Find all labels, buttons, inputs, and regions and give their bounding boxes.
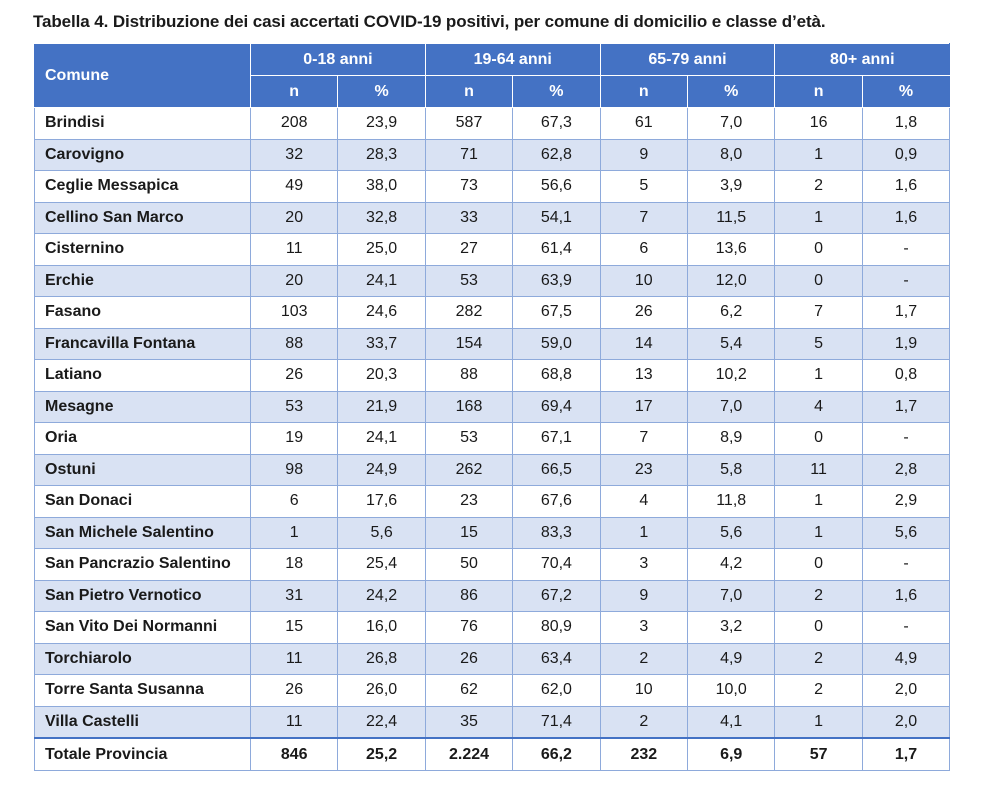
cell-count: 11 (251, 643, 338, 675)
cell-count: 88 (251, 328, 338, 360)
header-sub-n: n (600, 76, 687, 108)
table-caption: Tabella 4. Distribuzione dei casi accertati COVID-19 positivi, per comune di domicilio e classe d’età. (33, 12, 826, 31)
cell-percent: 1,7 (862, 391, 949, 423)
table-row (35, 643, 950, 675)
cell-count: 57 (775, 738, 862, 771)
cell-percent: 2,0 (862, 706, 949, 738)
cell-percent: 25,0 (338, 234, 425, 266)
cell-percent: - (862, 423, 949, 455)
table-row (35, 580, 950, 612)
cell-percent: 11,8 (687, 486, 774, 518)
cell-percent: 4,2 (687, 549, 774, 581)
cell-percent: - (862, 549, 949, 581)
cell-percent: 83,3 (513, 517, 600, 549)
cell-count: 11 (251, 706, 338, 738)
table-row (35, 423, 950, 455)
cell-count: 17 (600, 391, 687, 423)
cell-count: 282 (425, 297, 512, 329)
cell-count: 35 (425, 706, 512, 738)
cell-percent: 11,5 (687, 202, 774, 234)
cell-count: 88 (425, 360, 512, 392)
cell-percent: 10,2 (687, 360, 774, 392)
cell-percent: 3,9 (687, 171, 774, 203)
header-group-0-18: 0-18 anni (251, 44, 426, 76)
cell-count: 73 (425, 171, 512, 203)
table-row (35, 234, 950, 266)
cell-count: 11 (251, 234, 338, 266)
comune-name: Torre Santa Susanna (35, 675, 251, 707)
cell-count: 49 (251, 171, 338, 203)
cell-count: 1 (775, 360, 862, 392)
table-header (35, 44, 950, 108)
cell-percent: 23,9 (338, 108, 425, 140)
cell-percent: 38,0 (338, 171, 425, 203)
cell-percent: 5,8 (687, 454, 774, 486)
cell-percent: 67,1 (513, 423, 600, 455)
cell-percent: 1,6 (862, 202, 949, 234)
cell-count: 26 (600, 297, 687, 329)
cell-count: 232 (600, 738, 687, 771)
table-row (35, 675, 950, 707)
cell-percent: 1,9 (862, 328, 949, 360)
table-row (35, 612, 950, 644)
cell-percent: 8,9 (687, 423, 774, 455)
cell-count: 62 (425, 675, 512, 707)
header-sub-pct: % (513, 76, 600, 108)
cell-count: 23 (425, 486, 512, 518)
cell-percent: 7,0 (687, 580, 774, 612)
cell-percent: 62,8 (513, 139, 600, 171)
cell-count: 31 (251, 580, 338, 612)
cell-count: 53 (425, 265, 512, 297)
cell-percent: 67,5 (513, 297, 600, 329)
cell-count: 1 (600, 517, 687, 549)
cell-count: 0 (775, 234, 862, 266)
cell-percent: 59,0 (513, 328, 600, 360)
cell-percent: 67,3 (513, 108, 600, 140)
cell-count: 0 (775, 265, 862, 297)
cell-count: 0 (775, 549, 862, 581)
table-row (35, 517, 950, 549)
cell-percent: 63,9 (513, 265, 600, 297)
cell-count: 2 (775, 675, 862, 707)
cell-count: 4 (600, 486, 687, 518)
cell-count: 27 (425, 234, 512, 266)
comune-name: Ostuni (35, 454, 251, 486)
cell-count: 5 (775, 328, 862, 360)
header-sub-pct: % (687, 76, 774, 108)
cell-percent: 63,4 (513, 643, 600, 675)
table-row (35, 549, 950, 581)
cell-percent: 20,3 (338, 360, 425, 392)
cell-count: 6 (600, 234, 687, 266)
table-row (35, 328, 950, 360)
table-body (35, 108, 950, 771)
cell-percent: 26,0 (338, 675, 425, 707)
cell-percent: 69,4 (513, 391, 600, 423)
comune-name: Francavilla Fontana (35, 328, 251, 360)
cell-percent: 17,6 (338, 486, 425, 518)
comune-name: Ceglie Messapica (35, 171, 251, 203)
comune-name: Cisternino (35, 234, 251, 266)
comune-name: San Pancrazio Salentino (35, 549, 251, 581)
cell-count: 2 (775, 171, 862, 203)
cell-percent: 22,4 (338, 706, 425, 738)
table-row (35, 454, 950, 486)
header-sub-n: n (251, 76, 338, 108)
cell-count: 2 (600, 706, 687, 738)
cell-count: 103 (251, 297, 338, 329)
cell-count: 18 (251, 549, 338, 581)
cell-percent: 1,7 (862, 738, 949, 771)
cell-percent: 56,6 (513, 171, 600, 203)
cell-percent: 7,0 (687, 391, 774, 423)
comune-name: San Vito Dei Normanni (35, 612, 251, 644)
cell-percent: 10,0 (687, 675, 774, 707)
table-row (35, 297, 950, 329)
cell-percent: 0,9 (862, 139, 949, 171)
comune-name: Cellino San Marco (35, 202, 251, 234)
cell-count: 1 (775, 139, 862, 171)
cell-percent: 25,4 (338, 549, 425, 581)
cell-count: 0 (775, 612, 862, 644)
cell-count: 1 (251, 517, 338, 549)
cell-count: 3 (600, 612, 687, 644)
cell-percent: 61,4 (513, 234, 600, 266)
comune-name: San Donaci (35, 486, 251, 518)
cell-count: 15 (251, 612, 338, 644)
cell-percent: 0,8 (862, 360, 949, 392)
cell-percent: 1,7 (862, 297, 949, 329)
cell-count: 53 (425, 423, 512, 455)
comune-name: Erchie (35, 265, 251, 297)
cell-percent: 2,0 (862, 675, 949, 707)
table-row (35, 706, 950, 738)
cell-percent: 24,2 (338, 580, 425, 612)
cell-count: 10 (600, 265, 687, 297)
cell-percent: 32,8 (338, 202, 425, 234)
cell-percent: 3,2 (687, 612, 774, 644)
cell-count: 16 (775, 108, 862, 140)
comune-name: Totale Provincia (35, 738, 251, 771)
cell-count: 7 (775, 297, 862, 329)
header-group-19-64: 19-64 anni (425, 44, 600, 76)
comune-name: Oria (35, 423, 251, 455)
cell-count: 71 (425, 139, 512, 171)
comune-name: Latiano (35, 360, 251, 392)
cell-count: 2 (775, 643, 862, 675)
cell-count: 76 (425, 612, 512, 644)
comune-name: Villa Castelli (35, 706, 251, 738)
total-row (35, 738, 950, 771)
cell-count: 15 (425, 517, 512, 549)
cell-count: 9 (600, 580, 687, 612)
cell-percent: 5,4 (687, 328, 774, 360)
cell-count: 50 (425, 549, 512, 581)
cell-percent: 67,6 (513, 486, 600, 518)
cell-percent: 25,2 (338, 738, 425, 771)
header-sub-n: n (775, 76, 862, 108)
cell-count: 61 (600, 108, 687, 140)
cell-count: 1 (775, 202, 862, 234)
cell-percent: 66,5 (513, 454, 600, 486)
cell-count: 587 (425, 108, 512, 140)
cell-count: 7 (600, 423, 687, 455)
cell-percent: 1,8 (862, 108, 949, 140)
table-row (35, 391, 950, 423)
cell-percent: 80,9 (513, 612, 600, 644)
cell-count: 26 (425, 643, 512, 675)
cell-count: 208 (251, 108, 338, 140)
table-row (35, 360, 950, 392)
cell-percent: - (862, 265, 949, 297)
cell-percent: 70,4 (513, 549, 600, 581)
covid-cases-table (34, 43, 950, 771)
cell-count: 98 (251, 454, 338, 486)
comune-name: San Pietro Vernotico (35, 580, 251, 612)
cell-percent: 28,3 (338, 139, 425, 171)
cell-percent: 1,6 (862, 580, 949, 612)
cell-count: 9 (600, 139, 687, 171)
cell-percent: 6,9 (687, 738, 774, 771)
header-sub-pct: % (862, 76, 949, 108)
cell-percent: 24,1 (338, 423, 425, 455)
cell-count: 2 (775, 580, 862, 612)
cell-count: 32 (251, 139, 338, 171)
table-row (35, 171, 950, 203)
table-row (35, 202, 950, 234)
cell-percent: 68,8 (513, 360, 600, 392)
cell-count: 6 (251, 486, 338, 518)
cell-percent: 4,9 (862, 643, 949, 675)
cell-percent: - (862, 234, 949, 266)
cell-count: 0 (775, 423, 862, 455)
cell-percent: 8,0 (687, 139, 774, 171)
cell-count: 33 (425, 202, 512, 234)
cell-count: 53 (251, 391, 338, 423)
comune-name: Brindisi (35, 108, 251, 140)
cell-percent: 2,8 (862, 454, 949, 486)
cell-percent: 24,9 (338, 454, 425, 486)
cell-percent: 5,6 (338, 517, 425, 549)
comune-name: Torchiarolo (35, 643, 251, 675)
cell-percent: 6,2 (687, 297, 774, 329)
cell-percent: 5,6 (687, 517, 774, 549)
cell-count: 5 (600, 171, 687, 203)
header-sub-pct: % (338, 76, 425, 108)
cell-count: 20 (251, 202, 338, 234)
cell-count: 23 (600, 454, 687, 486)
cell-percent: 7,0 (687, 108, 774, 140)
comune-name: San Michele Salentino (35, 517, 251, 549)
header-comune: Comune (35, 44, 251, 108)
table-row (35, 486, 950, 518)
cell-percent: 4,9 (687, 643, 774, 675)
cell-count: 3 (600, 549, 687, 581)
cell-count: 14 (600, 328, 687, 360)
cell-percent: 24,1 (338, 265, 425, 297)
cell-percent: 21,9 (338, 391, 425, 423)
comune-name: Carovigno (35, 139, 251, 171)
cell-count: 1 (775, 486, 862, 518)
table-row (35, 265, 950, 297)
cell-count: 154 (425, 328, 512, 360)
cell-percent: 62,0 (513, 675, 600, 707)
header-sub-n: n (425, 76, 512, 108)
cell-percent: - (862, 612, 949, 644)
cell-count: 1 (775, 706, 862, 738)
cell-count: 2.224 (425, 738, 512, 771)
cell-percent: 33,7 (338, 328, 425, 360)
cell-count: 262 (425, 454, 512, 486)
cell-percent: 5,6 (862, 517, 949, 549)
cell-count: 7 (600, 202, 687, 234)
cell-percent: 4,1 (687, 706, 774, 738)
cell-count: 168 (425, 391, 512, 423)
cell-count: 20 (251, 265, 338, 297)
cell-percent: 66,2 (513, 738, 600, 771)
comune-name: Fasano (35, 297, 251, 329)
cell-percent: 24,6 (338, 297, 425, 329)
cell-count: 19 (251, 423, 338, 455)
cell-percent: 12,0 (687, 265, 774, 297)
cell-percent: 54,1 (513, 202, 600, 234)
header-group-65-79: 65-79 anni (600, 44, 775, 76)
table-row (35, 139, 950, 171)
table-row (35, 108, 950, 140)
cell-count: 1 (775, 517, 862, 549)
cell-count: 4 (775, 391, 862, 423)
cell-percent: 2,9 (862, 486, 949, 518)
cell-count: 26 (251, 360, 338, 392)
cell-count: 10 (600, 675, 687, 707)
cell-percent: 71,4 (513, 706, 600, 738)
header-group-80-plus: 80+ anni (775, 44, 950, 76)
cell-percent: 13,6 (687, 234, 774, 266)
cell-percent: 67,2 (513, 580, 600, 612)
cell-percent: 26,8 (338, 643, 425, 675)
cell-count: 2 (600, 643, 687, 675)
cell-count: 86 (425, 580, 512, 612)
cell-percent: 16,0 (338, 612, 425, 644)
comune-name: Mesagne (35, 391, 251, 423)
cell-count: 13 (600, 360, 687, 392)
cell-count: 26 (251, 675, 338, 707)
cell-count: 11 (775, 454, 862, 486)
cell-percent: 1,6 (862, 171, 949, 203)
cell-count: 846 (251, 738, 338, 771)
